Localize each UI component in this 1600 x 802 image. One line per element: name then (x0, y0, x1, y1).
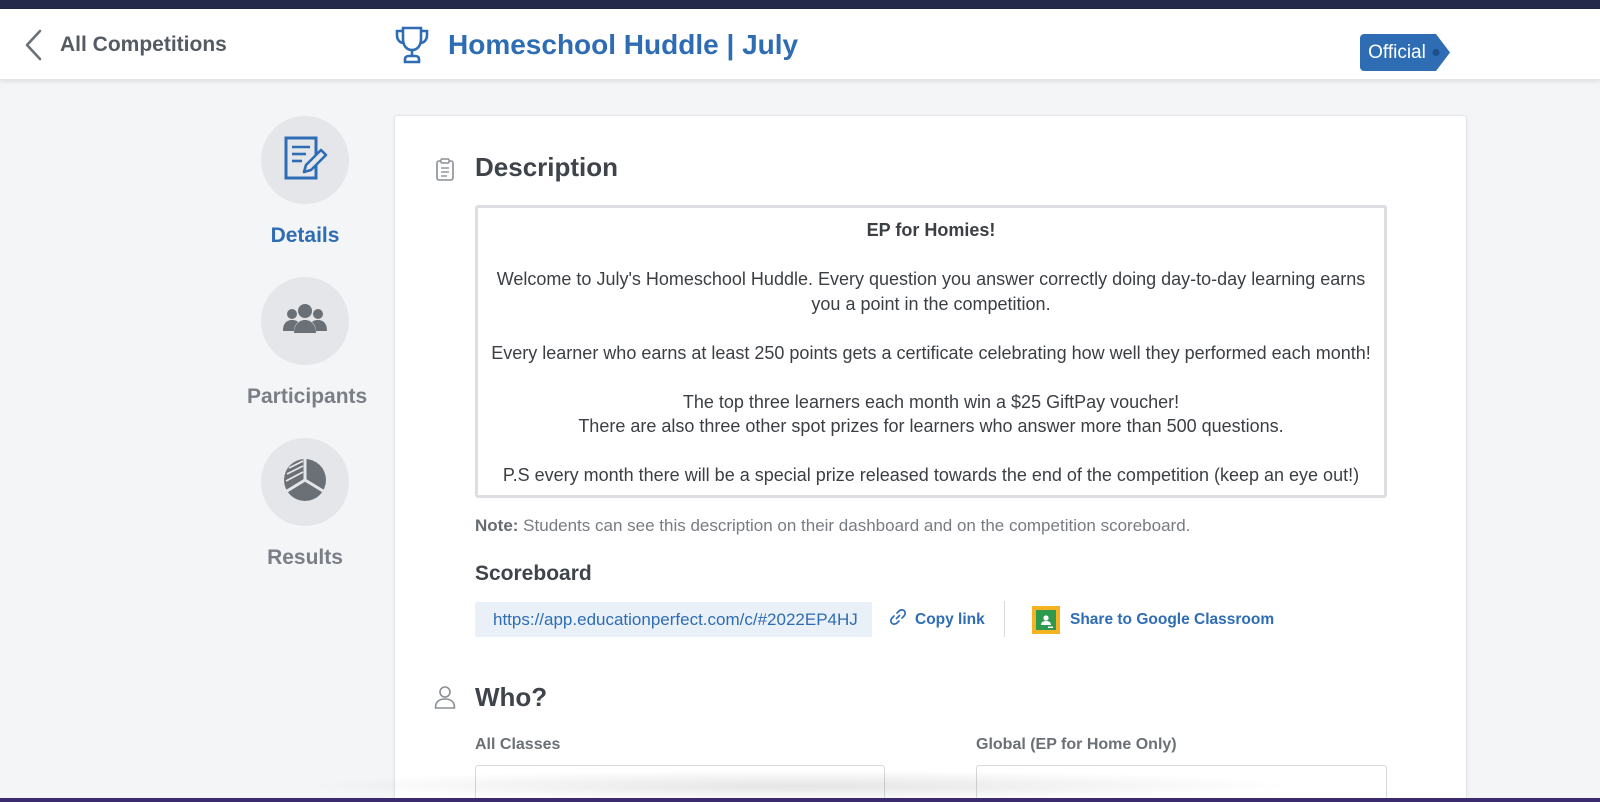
results-icon-circle (261, 438, 349, 526)
scoreboard-url-field[interactable]: https://app.educationperfect.com/c/#2022EP4HJ (475, 602, 872, 637)
participants-icon (282, 299, 328, 344)
results-icon (281, 456, 329, 509)
back-link-label: All Competitions (60, 33, 227, 56)
details-icon (282, 134, 328, 187)
share-google-classroom-label: Share to Google Classroom (1070, 611, 1275, 628)
global-field[interactable] (976, 765, 1387, 802)
description-title: EP for Homies! (866, 220, 996, 240)
official-badge-label: Official (1368, 42, 1426, 63)
description-heading: Description (475, 152, 619, 182)
copy-link-button[interactable] (889, 602, 985, 637)
divider (1004, 601, 1005, 637)
details-card (394, 115, 1467, 802)
chevron-left-icon (24, 29, 44, 61)
back-to-competitions-link[interactable] (24, 29, 227, 61)
page-title: Homeschool Huddle | July (448, 29, 799, 60)
description-paragraph: The top three learners each month win a $25 GiftPay voucher! (682, 391, 1180, 412)
link-icon (889, 608, 907, 631)
all-classes-label: All Classes (475, 736, 561, 753)
sidebar-item-details[interactable] (247, 116, 363, 248)
sidebar-item-label: Participants (247, 385, 368, 408)
scoreboard-heading: Scoreboard (475, 562, 592, 585)
trophy-icon (394, 25, 430, 65)
global-label: Global (EP for Home Only) (976, 736, 1177, 753)
description-text (475, 205, 1387, 498)
note-label: Note: (475, 516, 519, 535)
google-classroom-icon (1032, 606, 1060, 634)
clipboard-icon (434, 158, 456, 182)
details-icon-circle (261, 116, 349, 204)
sidebar-item-participants[interactable] (247, 277, 368, 409)
official-badge (1360, 34, 1450, 71)
share-google-classroom-button[interactable] (1032, 606, 1274, 634)
description-paragraph: Every learner who earns at least 250 points gets a certificate celebrating how well they performed each month! (491, 342, 1371, 363)
note-text: Students can see this description on their dashboard and on the competition scoreboard. (518, 516, 1191, 535)
sidebar-item-results[interactable] (247, 438, 363, 570)
person-icon (434, 685, 456, 709)
description-paragraph: There are also three other spot prizes for learners who answer more than 500 questions. (578, 416, 1284, 436)
bottom-strip (0, 798, 1600, 802)
participants-icon-circle (261, 277, 349, 365)
description-paragraph: Welcome to July's Homeschool Huddle. Every question you answer correctly doing day-to-day learning earns you a point in the competition. (496, 269, 1366, 314)
top-strip (0, 0, 1600, 9)
page-title-group (394, 25, 798, 65)
header (0, 9, 1600, 80)
who-heading: Who? (475, 682, 548, 712)
copy-link-label: Copy link (915, 610, 985, 628)
description-note (475, 516, 1190, 536)
sidebar-item-label: Details (270, 224, 340, 247)
all-classes-field[interactable] (475, 765, 885, 802)
sidebar-item-label: Results (267, 546, 343, 569)
description-paragraph: P.S every month there will be a special prize released towards the end of the competition (keep an eye out!) (502, 465, 1360, 485)
